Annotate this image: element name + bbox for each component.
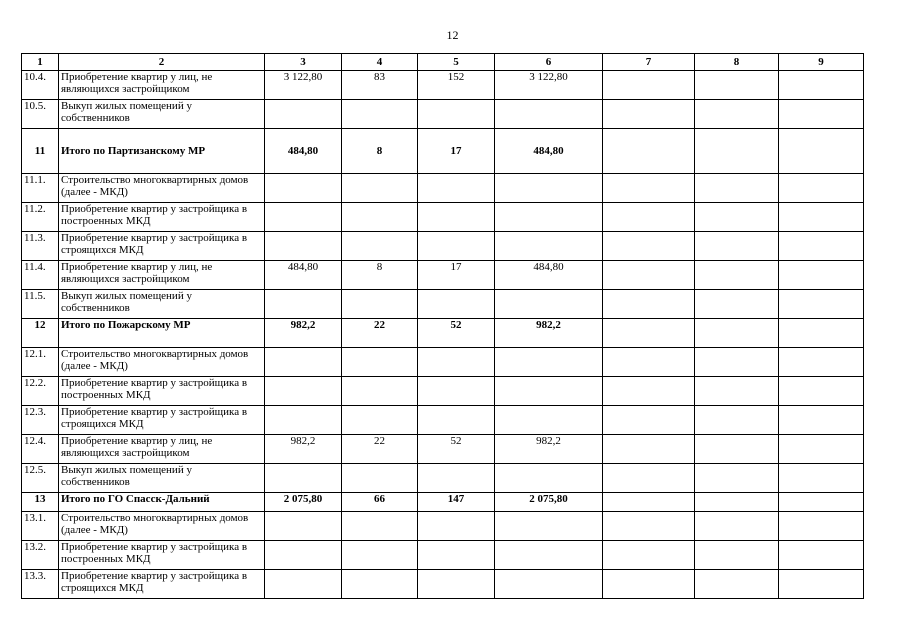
value-cell-7	[603, 232, 695, 261]
row-code-cell: 13.2.	[22, 541, 59, 570]
value-cell-8	[695, 174, 779, 203]
value-cell-4	[342, 174, 418, 203]
row-label-cell: Приобретение квартир у застройщика в построенных МКД	[59, 541, 265, 570]
value-cell-5	[418, 570, 495, 599]
value-cell-5	[418, 290, 495, 319]
value-cell-7	[603, 203, 695, 232]
value-cell-7	[603, 406, 695, 435]
table-row	[22, 203, 864, 232]
row-code-cell: 12.5.	[22, 464, 59, 493]
value-cell-8	[695, 570, 779, 599]
value-cell-5	[418, 377, 495, 406]
header-row	[22, 54, 864, 71]
value-cell-6	[495, 512, 603, 541]
table-row	[22, 71, 864, 100]
value-cell-4	[342, 377, 418, 406]
row-label-cell: Приобретение квартир у лиц, не являющихся застройщиком	[59, 435, 265, 464]
data-table	[21, 53, 864, 599]
table-row	[22, 512, 864, 541]
value-cell-6: 2 075,80	[495, 493, 603, 512]
value-cell-5: 52	[418, 319, 495, 348]
row-label-cell: Приобретение квартир у застройщика в строящихся МКД	[59, 232, 265, 261]
row-code-cell: 10.5.	[22, 100, 59, 129]
value-cell-5	[418, 464, 495, 493]
row-label-cell: Выкуп жилых помещений у собственников	[59, 290, 265, 319]
value-cell-7	[603, 261, 695, 290]
value-cell-9	[779, 174, 864, 203]
row-code-cell: 10.4.	[22, 71, 59, 100]
value-cell-7	[603, 377, 695, 406]
row-code-cell: 12.2.	[22, 377, 59, 406]
total-row	[22, 129, 864, 174]
table-row	[22, 100, 864, 129]
total-row	[22, 493, 864, 512]
value-cell-3	[265, 232, 342, 261]
row-label-cell: Итого по Пожарскому МР	[59, 319, 265, 348]
row-code-cell: 13.3.	[22, 570, 59, 599]
column-header: 5	[418, 54, 495, 71]
value-cell-9	[779, 435, 864, 464]
value-cell-9	[779, 464, 864, 493]
column-header: 3	[265, 54, 342, 71]
value-cell-9	[779, 290, 864, 319]
column-header: 7	[603, 54, 695, 71]
value-cell-7	[603, 290, 695, 319]
value-cell-8	[695, 261, 779, 290]
table-row	[22, 406, 864, 435]
row-label-cell: Выкуп жилых помещений у собственников	[59, 100, 265, 129]
column-header: 2	[59, 54, 265, 71]
value-cell-6: 484,80	[495, 261, 603, 290]
value-cell-6	[495, 464, 603, 493]
row-label-cell: Приобретение квартир у застройщика в построенных МКД	[59, 377, 265, 406]
table-row	[22, 348, 864, 377]
row-label-cell: Приобретение квартир у застройщика в построенных МКД	[59, 203, 265, 232]
value-cell-8	[695, 290, 779, 319]
value-cell-3	[265, 512, 342, 541]
table-row	[22, 435, 864, 464]
value-cell-5: 17	[418, 261, 495, 290]
value-cell-9	[779, 261, 864, 290]
value-cell-8	[695, 435, 779, 464]
value-cell-5	[418, 348, 495, 377]
value-cell-3	[265, 203, 342, 232]
value-cell-7	[603, 100, 695, 129]
value-cell-6	[495, 100, 603, 129]
total-row	[22, 319, 864, 348]
value-cell-4	[342, 512, 418, 541]
row-code-cell: 12	[22, 319, 59, 348]
value-cell-8	[695, 348, 779, 377]
value-cell-3	[265, 406, 342, 435]
value-cell-9	[779, 203, 864, 232]
row-code-cell: 13.1.	[22, 512, 59, 541]
value-cell-7	[603, 464, 695, 493]
row-label-cell: Выкуп жилых помещений у собственников	[59, 464, 265, 493]
value-cell-7	[603, 435, 695, 464]
value-cell-4	[342, 464, 418, 493]
row-code-cell: 12.1.	[22, 348, 59, 377]
value-cell-3	[265, 100, 342, 129]
page-number: 12	[446, 28, 459, 42]
value-cell-7	[603, 493, 695, 512]
value-cell-3: 3 122,80	[265, 71, 342, 100]
value-cell-4	[342, 290, 418, 319]
value-cell-8	[695, 512, 779, 541]
value-cell-5: 17	[418, 129, 495, 174]
value-cell-9	[779, 493, 864, 512]
table-row	[22, 464, 864, 493]
value-cell-8	[695, 464, 779, 493]
value-cell-3	[265, 348, 342, 377]
value-cell-5	[418, 232, 495, 261]
value-cell-4	[342, 100, 418, 129]
value-cell-9	[779, 348, 864, 377]
value-cell-9	[779, 406, 864, 435]
value-cell-4: 66	[342, 493, 418, 512]
value-cell-5	[418, 512, 495, 541]
value-cell-4	[342, 232, 418, 261]
value-cell-4	[342, 570, 418, 599]
value-cell-5	[418, 541, 495, 570]
value-cell-8	[695, 319, 779, 348]
value-cell-4	[342, 348, 418, 377]
value-cell-6: 982,2	[495, 435, 603, 464]
value-cell-4: 22	[342, 319, 418, 348]
value-cell-9	[779, 71, 864, 100]
value-cell-6	[495, 290, 603, 319]
value-cell-7	[603, 129, 695, 174]
value-cell-3: 982,2	[265, 435, 342, 464]
value-cell-3	[265, 174, 342, 203]
value-cell-5: 52	[418, 435, 495, 464]
table-row	[22, 290, 864, 319]
value-cell-9	[779, 377, 864, 406]
row-label-cell: Итого по ГО Спасск-Дальний	[59, 493, 265, 512]
row-code-cell: 12.4.	[22, 435, 59, 464]
value-cell-7	[603, 541, 695, 570]
row-label-cell: Строительство многоквартирных домов (далее - МКД)	[59, 174, 265, 203]
value-cell-6	[495, 570, 603, 599]
value-cell-6	[495, 203, 603, 232]
value-cell-6: 484,80	[495, 129, 603, 174]
value-cell-6	[495, 377, 603, 406]
value-cell-6: 982,2	[495, 319, 603, 348]
value-cell-9	[779, 541, 864, 570]
row-code-cell: 11.2.	[22, 203, 59, 232]
value-cell-8	[695, 406, 779, 435]
value-cell-3: 2 075,80	[265, 493, 342, 512]
value-cell-7	[603, 174, 695, 203]
value-cell-3: 484,80	[265, 129, 342, 174]
column-header: 1	[22, 54, 59, 71]
value-cell-3	[265, 377, 342, 406]
row-code-cell: 11	[22, 129, 59, 174]
row-label-cell: Приобретение квартир у застройщика в строящихся МКД	[59, 406, 265, 435]
value-cell-9	[779, 319, 864, 348]
value-cell-3	[265, 290, 342, 319]
value-cell-4	[342, 203, 418, 232]
value-cell-7	[603, 71, 695, 100]
value-cell-3	[265, 464, 342, 493]
value-cell-5: 152	[418, 71, 495, 100]
value-cell-7	[603, 319, 695, 348]
value-cell-5	[418, 100, 495, 129]
value-cell-7	[603, 348, 695, 377]
value-cell-4: 8	[342, 129, 418, 174]
value-cell-8	[695, 232, 779, 261]
value-cell-9	[779, 100, 864, 129]
row-label-cell: Строительство многоквартирных домов (далее - МКД)	[59, 348, 265, 377]
column-header: 4	[342, 54, 418, 71]
value-cell-5	[418, 203, 495, 232]
table-row	[22, 541, 864, 570]
table-body	[22, 54, 864, 599]
row-label-cell: Приобретение квартир у лиц, не являющихся застройщиком	[59, 71, 265, 100]
table-row	[22, 570, 864, 599]
value-cell-8	[695, 203, 779, 232]
table-row	[22, 174, 864, 203]
value-cell-4: 8	[342, 261, 418, 290]
value-cell-3	[265, 570, 342, 599]
value-cell-6	[495, 541, 603, 570]
value-cell-7	[603, 570, 695, 599]
value-cell-6	[495, 348, 603, 377]
row-code-cell: 11.4.	[22, 261, 59, 290]
value-cell-3: 484,80	[265, 261, 342, 290]
value-cell-8	[695, 377, 779, 406]
value-cell-4	[342, 406, 418, 435]
value-cell-8	[695, 493, 779, 512]
row-code-cell: 13	[22, 493, 59, 512]
value-cell-6: 3 122,80	[495, 71, 603, 100]
table-row	[22, 261, 864, 290]
row-code-cell: 11.3.	[22, 232, 59, 261]
row-label-cell: Приобретение квартир у лиц, не являющихся застройщиком	[59, 261, 265, 290]
row-code-cell: 12.3.	[22, 406, 59, 435]
value-cell-6	[495, 174, 603, 203]
table-row	[22, 377, 864, 406]
table-row	[22, 232, 864, 261]
value-cell-4: 22	[342, 435, 418, 464]
value-cell-8	[695, 541, 779, 570]
value-cell-8	[695, 71, 779, 100]
value-cell-9	[779, 232, 864, 261]
row-code-cell: 11.1.	[22, 174, 59, 203]
value-cell-3: 982,2	[265, 319, 342, 348]
value-cell-4: 83	[342, 71, 418, 100]
column-header: 6	[495, 54, 603, 71]
value-cell-3	[265, 541, 342, 570]
row-label-cell: Строительство многоквартирных домов (далее - МКД)	[59, 512, 265, 541]
value-cell-8	[695, 100, 779, 129]
value-cell-9	[779, 129, 864, 174]
value-cell-4	[342, 541, 418, 570]
value-cell-6	[495, 406, 603, 435]
column-header: 8	[695, 54, 779, 71]
row-label-cell: Итого по Партизанскому МР	[59, 129, 265, 174]
value-cell-5	[418, 406, 495, 435]
column-header: 9	[779, 54, 864, 71]
value-cell-5: 147	[418, 493, 495, 512]
value-cell-9	[779, 570, 864, 599]
value-cell-5	[418, 174, 495, 203]
value-cell-6	[495, 232, 603, 261]
value-cell-9	[779, 512, 864, 541]
row-label-cell: Приобретение квартир у застройщика в строящихся МКД	[59, 570, 265, 599]
value-cell-7	[603, 512, 695, 541]
row-code-cell: 11.5.	[22, 290, 59, 319]
value-cell-8	[695, 129, 779, 174]
